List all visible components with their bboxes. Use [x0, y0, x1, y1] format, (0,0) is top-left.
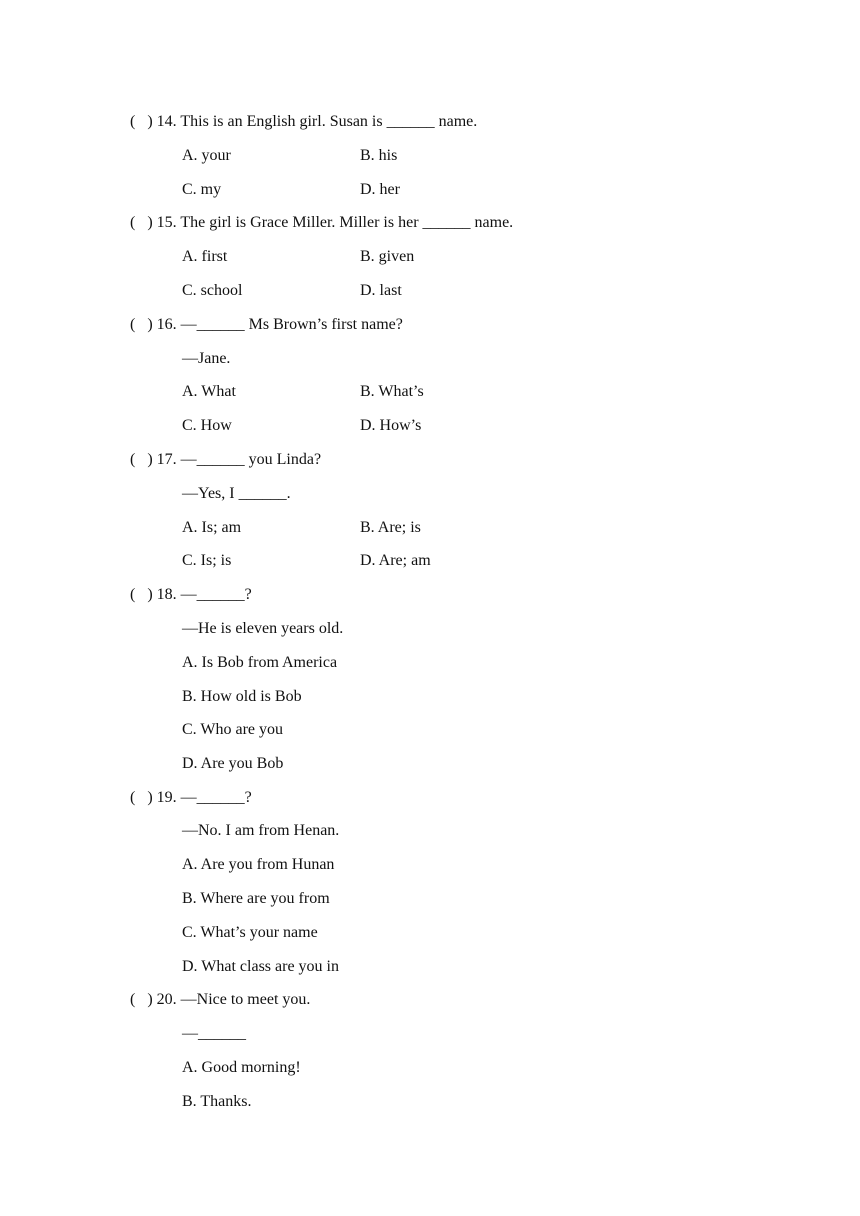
question-14-option-c: C. my: [182, 181, 222, 198]
question-17-option-a: A. Is; am: [182, 519, 242, 536]
question-14-option-d: D. her: [360, 181, 400, 198]
question-19-option-d: D. What class are you in: [182, 958, 339, 975]
question-14-stem: ( ) 14. This is an English girl. Susan is ______ name.: [130, 113, 478, 130]
question-17-stem: ( ) 17. —______ you Linda?: [130, 451, 322, 468]
question-16-option-b: B. What’s: [360, 383, 424, 400]
question-19-reply: —No. I am from Henan.: [182, 822, 340, 839]
question-14-option-a: A. your: [182, 147, 231, 164]
question-19-stem: ( ) 19. —______?: [130, 789, 252, 806]
question-18-option-a: A. Is Bob from America: [182, 654, 338, 671]
question-20-stem: ( ) 20. —Nice to meet you.: [130, 991, 311, 1008]
question-18-option-b: B. How old is Bob: [182, 688, 302, 705]
question-15-option-d: D. last: [360, 282, 402, 299]
question-18-option-d: D. Are you Bob: [182, 755, 284, 772]
question-17-option-d: D. Are; am: [360, 552, 431, 569]
question-19-option-b: B. Where are you from: [182, 890, 330, 907]
question-16-option-c: C. How: [182, 417, 232, 434]
question-20-option-b: B. Thanks.: [182, 1093, 252, 1110]
question-19-option-c: C. What’s your name: [182, 924, 318, 941]
question-17-reply: —Yes, I ______.: [182, 485, 291, 502]
question-15-option-a: A. first: [182, 248, 228, 265]
question-16-stem: ( ) 16. —______ Ms Brown’s first name?: [130, 316, 403, 333]
question-15-option-c: C. school: [182, 282, 243, 299]
question-14-option-b: B. his: [360, 147, 398, 164]
question-17-option-b: B. Are; is: [360, 519, 421, 536]
question-19-option-a: A. Are you from Hunan: [182, 856, 335, 873]
question-16-option-a: A. What: [182, 383, 236, 400]
question-15-option-b: B. given: [360, 248, 415, 265]
question-17-option-c: C. Is; is: [182, 552, 232, 569]
question-16-reply: —Jane.: [182, 350, 231, 367]
question-20-reply: —______: [182, 1025, 246, 1042]
question-20-option-a: A. Good morning!: [182, 1059, 301, 1076]
question-18-stem: ( ) 18. —______?: [130, 586, 252, 603]
question-18-option-c: C. Who are you: [182, 721, 284, 738]
question-15-stem: ( ) 15. The girl is Grace Miller. Miller is her ______ name.: [130, 214, 514, 231]
question-18-reply: —He is eleven years old.: [182, 620, 344, 637]
question-16-option-d: D. How’s: [360, 417, 422, 434]
